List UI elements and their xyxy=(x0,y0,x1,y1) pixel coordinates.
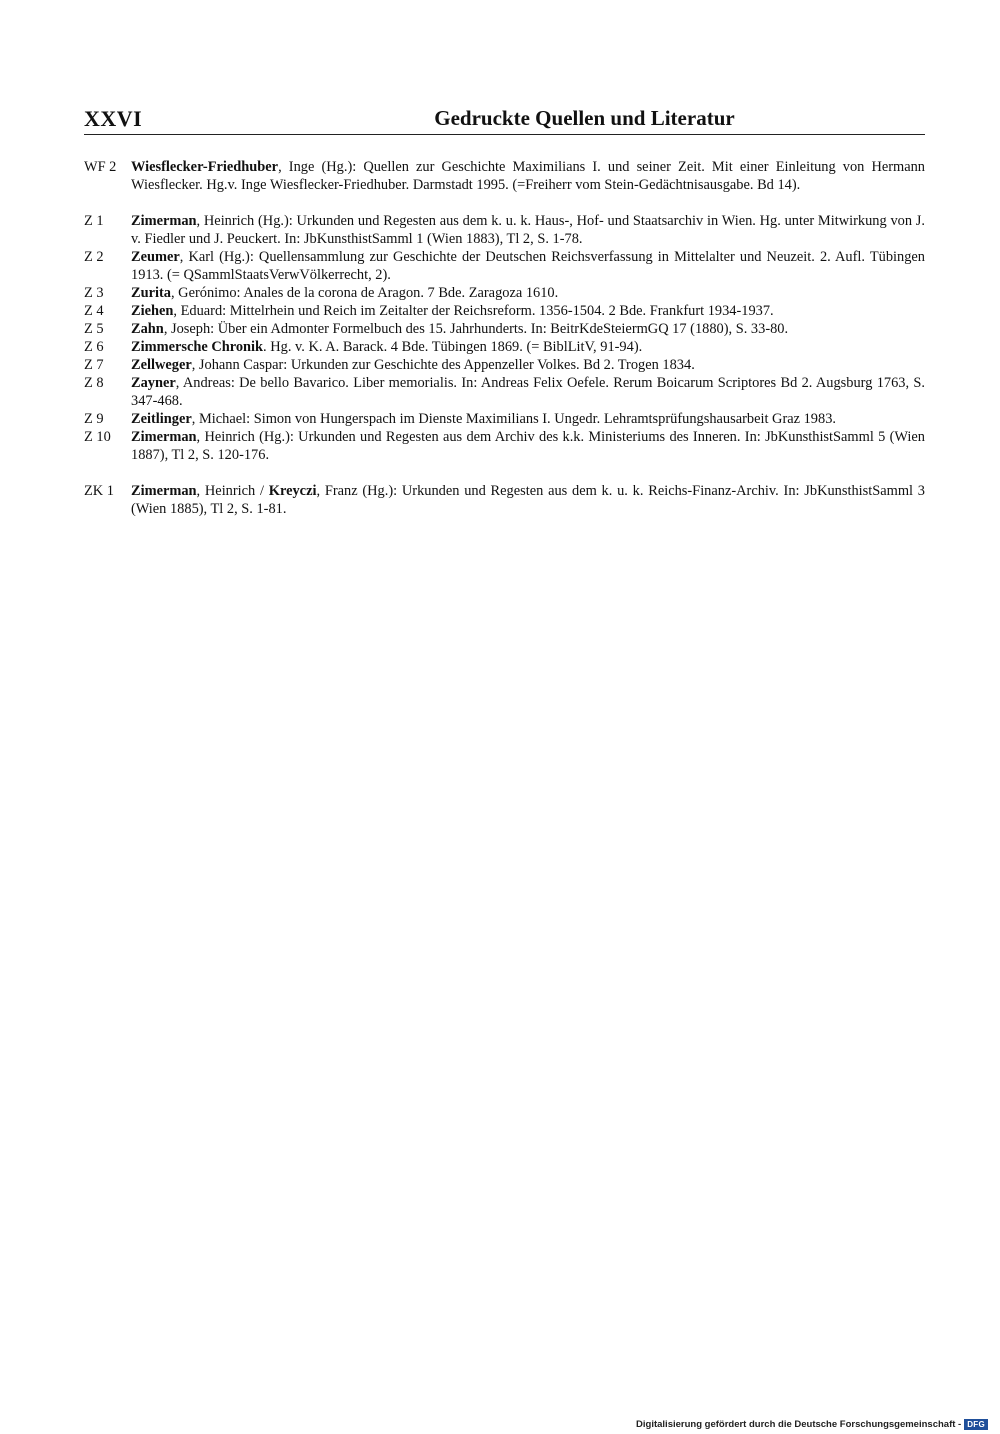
entry-details: , Andreas: De bello Bavarico. Liber memorialis. In: Andreas Felix Oefele. Rerum Boicarum Scriptores Bd 2. Augsburg 1763, S. 347-468. xyxy=(131,375,925,409)
entry-details: , Gerónimo: Anales de la corona de Aragon. 7 Bde. Zaragoza 1610. xyxy=(170,285,559,301)
entry-details: , Heinrich (Hg.): Urkunden und Regesten aus dem Archiv des k.k. Ministeriums des Inneren. In: JbKunsthistSamml 5 (Wien 1887), Tl 2, S. 120-176. xyxy=(131,429,925,463)
entry-author: Ziehen xyxy=(131,303,174,319)
entry-text xyxy=(131,338,925,356)
dfg-logo-icon: DFG xyxy=(964,1419,988,1430)
entry-text xyxy=(131,356,925,374)
entry-text xyxy=(131,158,925,194)
page-header xyxy=(84,106,925,135)
entry-text xyxy=(131,302,925,320)
entry-code: Z 8 xyxy=(84,375,104,391)
bibliography-entry xyxy=(84,356,925,374)
entry-code: Z 3 xyxy=(84,285,104,301)
entry-details: , Johann Caspar: Urkunden zur Geschichte des Appenzeller Volkes. Bd 2. Trogen 1834. xyxy=(191,357,695,373)
entry-text xyxy=(131,410,925,428)
bibliography-entry xyxy=(84,302,925,320)
bibliography-entry xyxy=(84,428,925,464)
entry-details: , Eduard: Mittelrhein und Reich im Zeitalter der Reichsreform. 1356-1504. 2 Bde. Frankfurt 1934-1937. xyxy=(173,303,774,319)
bibliography-entry xyxy=(84,338,925,356)
entry-author: Zurita xyxy=(131,285,171,301)
entry-code: Z 10 xyxy=(84,429,111,445)
entry-details: , Heinrich (Hg.): Urkunden und Regesten aus dem k. u. k. Haus-, Hof- und Staatsarchiv in Wien. Hg. unter Mitwirkung von J. v. Fiedler und J. Peuckert. In: JbKunsthistSamml 1 (Wien 1883), Tl 2, S. 1-78. xyxy=(131,213,925,247)
bibliography-entry xyxy=(84,158,925,194)
entry-text xyxy=(131,248,925,284)
entry-text xyxy=(131,212,925,248)
entry-text xyxy=(131,482,925,518)
entry-code: Z 7 xyxy=(84,357,104,373)
page-number: XXVI xyxy=(84,106,143,131)
entry-details: , Franz (Hg.): Urkunden und Regesten aus dem k. u. k. Reichs-Finanz-Archiv. In: JbKunsthistSamml 3 (Wien 1885), Tl 2, S. 1-81. xyxy=(131,483,925,517)
entry-author: Zimerman xyxy=(131,213,197,229)
entry-author-separator: , Heinrich / xyxy=(196,483,269,499)
entry-author: Zeumer xyxy=(131,249,180,265)
entry-author: Wiesflecker-Friedhuber xyxy=(131,159,279,175)
entry-code: Z 2 xyxy=(84,249,104,265)
entry-author: Zimerman xyxy=(131,483,197,499)
entry-code: Z 9 xyxy=(84,411,104,427)
entry-details: , Joseph: Über ein Admonter Formelbuch des 15. Jahrhunderts. In: BeitrKdeSteiermGQ 17 (1880), S. 33-80. xyxy=(163,321,789,337)
entry-author: Zimerman xyxy=(131,429,197,445)
entry-details: . Hg. v. K. A. Barack. 4 Bde. Tübingen 1869. (= BiblLitV, 91-94). xyxy=(263,339,643,355)
entry-details: , Inge (Hg.): Quellen zur Geschichte Maximilians I. und seiner Zeit. Mit einer Einleitung von Hermann Wiesflecker. Hg.v. Inge Wiesflecker-Friedhuber. Darmstadt 1995. (=Freiherr vom Stein-Gedächtnisausgabe. Bd 14). xyxy=(131,159,925,193)
footer-text: Digitalisierung gefördert durch die Deutsche Forschungsgemeinschaft - xyxy=(636,1419,962,1430)
bibliography-list xyxy=(84,158,925,518)
entry-code: Z 6 xyxy=(84,339,104,355)
entry-code: Z 4 xyxy=(84,303,104,319)
bibliography-entry xyxy=(84,320,925,338)
entry-details: , Michael: Simon von Hungerspach im Dienste Maximilians I. Ungedr. Lehramtsprüfungshausarbeit Graz 1983. xyxy=(191,411,836,427)
bibliography-entry xyxy=(84,374,925,410)
entry-text xyxy=(131,374,925,410)
entry-author: Zellweger xyxy=(131,357,192,373)
entry-code: WF 2 xyxy=(84,159,117,175)
bibliography-entry xyxy=(84,248,925,284)
bibliography-entry xyxy=(84,482,925,518)
entry-code: Z 5 xyxy=(84,321,104,337)
entry-author: Zayner xyxy=(131,375,176,391)
bibliography-entry xyxy=(84,410,925,428)
entry-code: ZK 1 xyxy=(84,483,114,499)
digitization-footer xyxy=(636,1419,988,1430)
bibliography-entry xyxy=(84,212,925,248)
entry-author: Zeitlinger xyxy=(131,411,192,427)
entry-text xyxy=(131,320,925,338)
entry-coauthor: Kreyczi xyxy=(268,483,317,499)
running-title: Gedruckte Quellen und Literatur xyxy=(434,106,735,130)
entry-text xyxy=(131,428,925,464)
entry-code: Z 1 xyxy=(84,213,104,229)
entry-details: , Karl (Hg.): Quellensammlung zur Geschichte der Deutschen Reichsverfassung in Mittelalter und Neuzeit. 2. Aufl. Tübingen 1913. (= QSammlStaatsVerwVölkerrecht, 2). xyxy=(131,249,925,283)
entry-author: Zimmersche Chronik xyxy=(131,339,264,355)
entry-author: Zahn xyxy=(131,321,164,337)
bibliography-entry xyxy=(84,284,925,302)
entry-text xyxy=(131,284,925,302)
